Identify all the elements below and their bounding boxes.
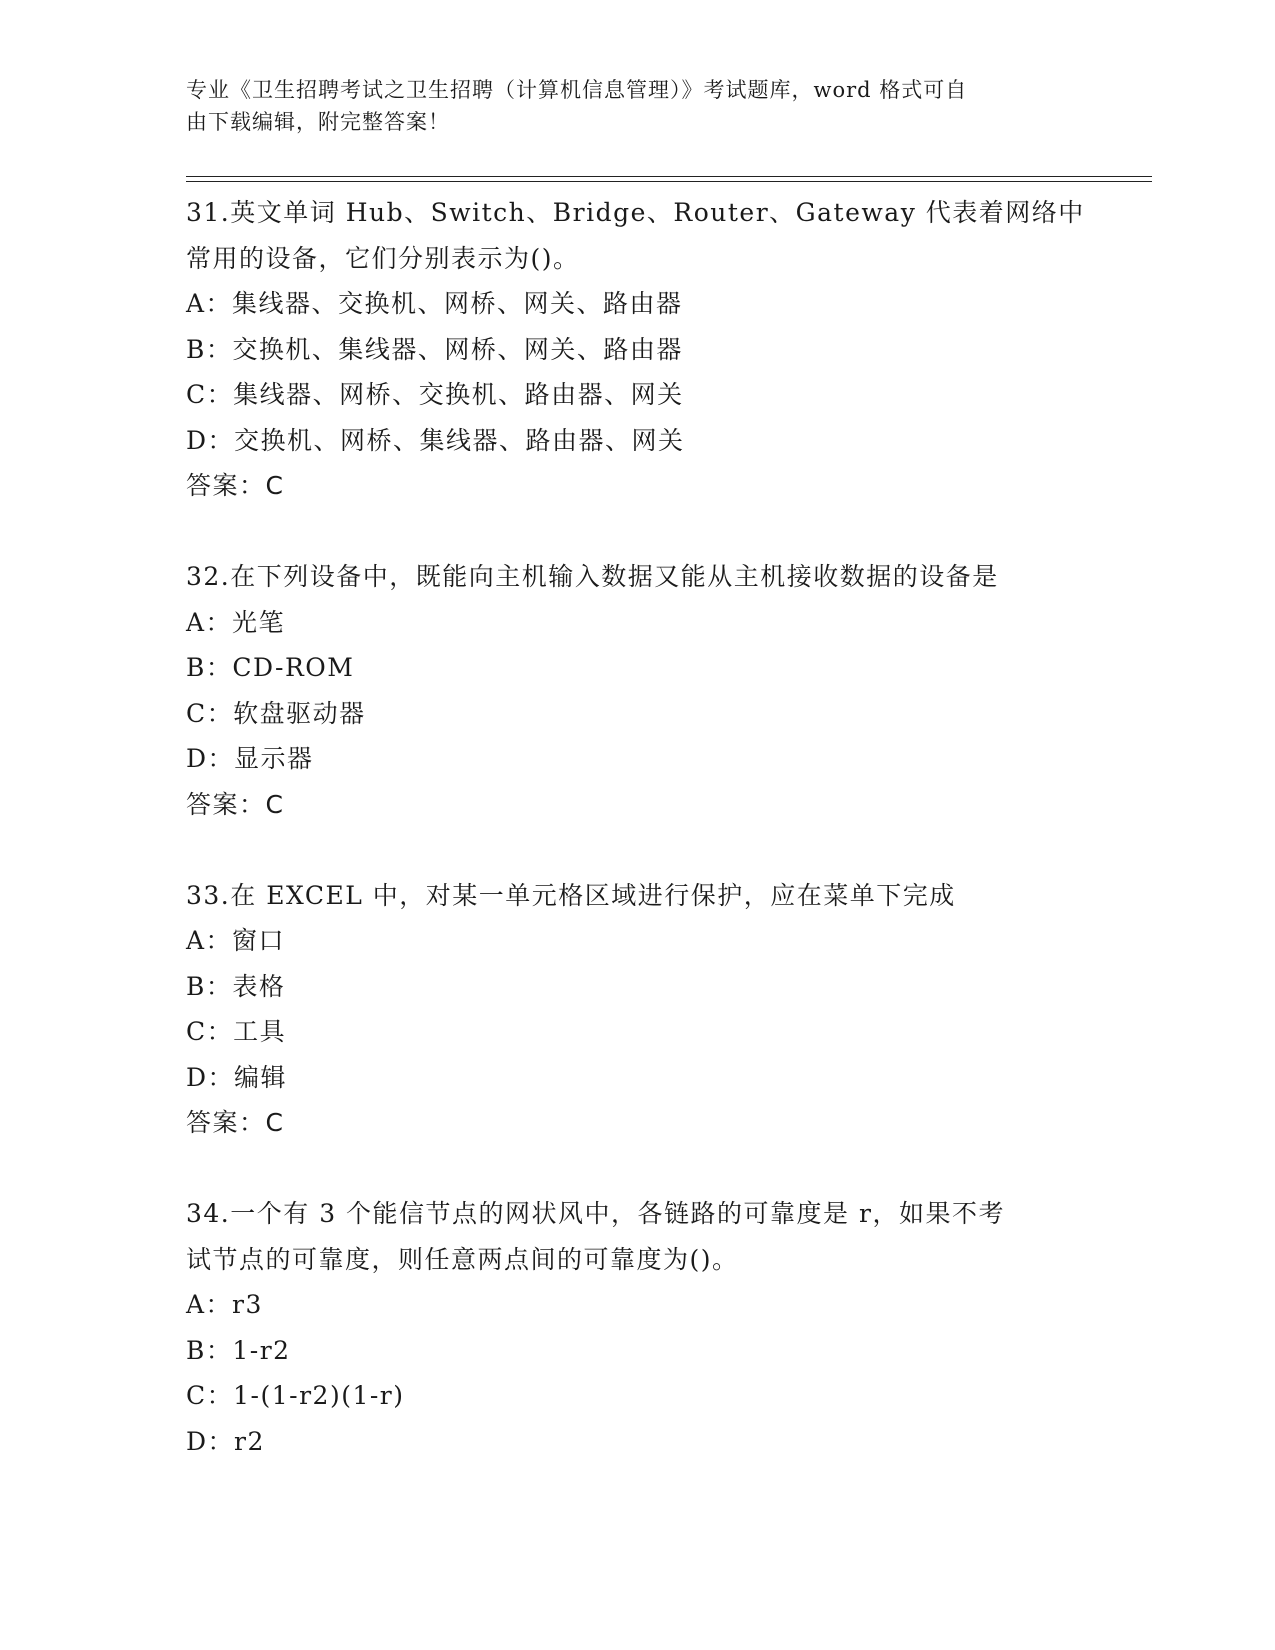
option-b: B：交换机、集线器、网桥、网关、路由器 <box>186 334 683 364</box>
option-d: D：编辑 <box>186 1062 288 1092</box>
option-d: D：r2 <box>186 1426 265 1456</box>
question-text: 34.一个有 3 个能信节点的网状风中，各链路的可靠度是 r，如果不考 <box>186 1199 1005 1228</box>
option-c: C：1-(1-r2)(1-r) <box>186 1381 405 1410</box>
option-c: C：软盘驱动器 <box>186 698 366 728</box>
document-header <box>186 74 1066 138</box>
answer: 答案：C <box>186 789 285 819</box>
option-b: B：1-r2 <box>186 1335 291 1365</box>
question-32 <box>186 554 1116 873</box>
option-a: A：r3 <box>186 1290 263 1319</box>
header-line: 专业《卫生招聘考试之卫生招聘（计算机信息管理）》考试题库，word 格式可自 <box>186 78 968 102</box>
option-c: C：工具 <box>186 1017 287 1046</box>
question-text: 常用的设备，它们分别表示为()。 <box>186 243 580 273</box>
question-text: 33.在 EXCEL 中，对某一单元格区域进行保护，应在菜单下完成 <box>186 880 956 910</box>
question-33 <box>186 873 1116 1192</box>
question-list <box>186 190 1116 1464</box>
answer: 答案：C <box>186 1108 285 1137</box>
question-31 <box>186 190 1116 554</box>
header-divider <box>186 176 1152 182</box>
question-text: 32.在下列设备中，既能向主机输入数据又能从主机接收数据的设备是 <box>186 562 999 591</box>
question-34 <box>186 1191 1116 1464</box>
question-text: 31.英文单词 Hub、Switch、Bridge、Router、Gateway 代表着网络中 <box>186 198 1085 227</box>
option-d: D：显示器 <box>186 744 314 773</box>
option-b: B：CD-ROM <box>186 653 355 682</box>
option-d: D：交换机、网桥、集线器、路由器、网关 <box>186 425 685 455</box>
option-a: A：窗口 <box>186 926 286 955</box>
option-b: B：表格 <box>186 971 286 1001</box>
option-c: C：集线器、网桥、交换机、路由器、网关 <box>186 380 684 409</box>
answer: 答案：C <box>186 471 285 500</box>
question-text: 试节点的可靠度，则任意两点间的可靠度为()。 <box>186 1244 739 1274</box>
option-a: A：光笔 <box>186 607 286 637</box>
header-line: 由下载编辑，附完整答案！ <box>186 110 450 134</box>
option-a: A：集线器、交换机、网桥、网关、路由器 <box>186 289 683 318</box>
